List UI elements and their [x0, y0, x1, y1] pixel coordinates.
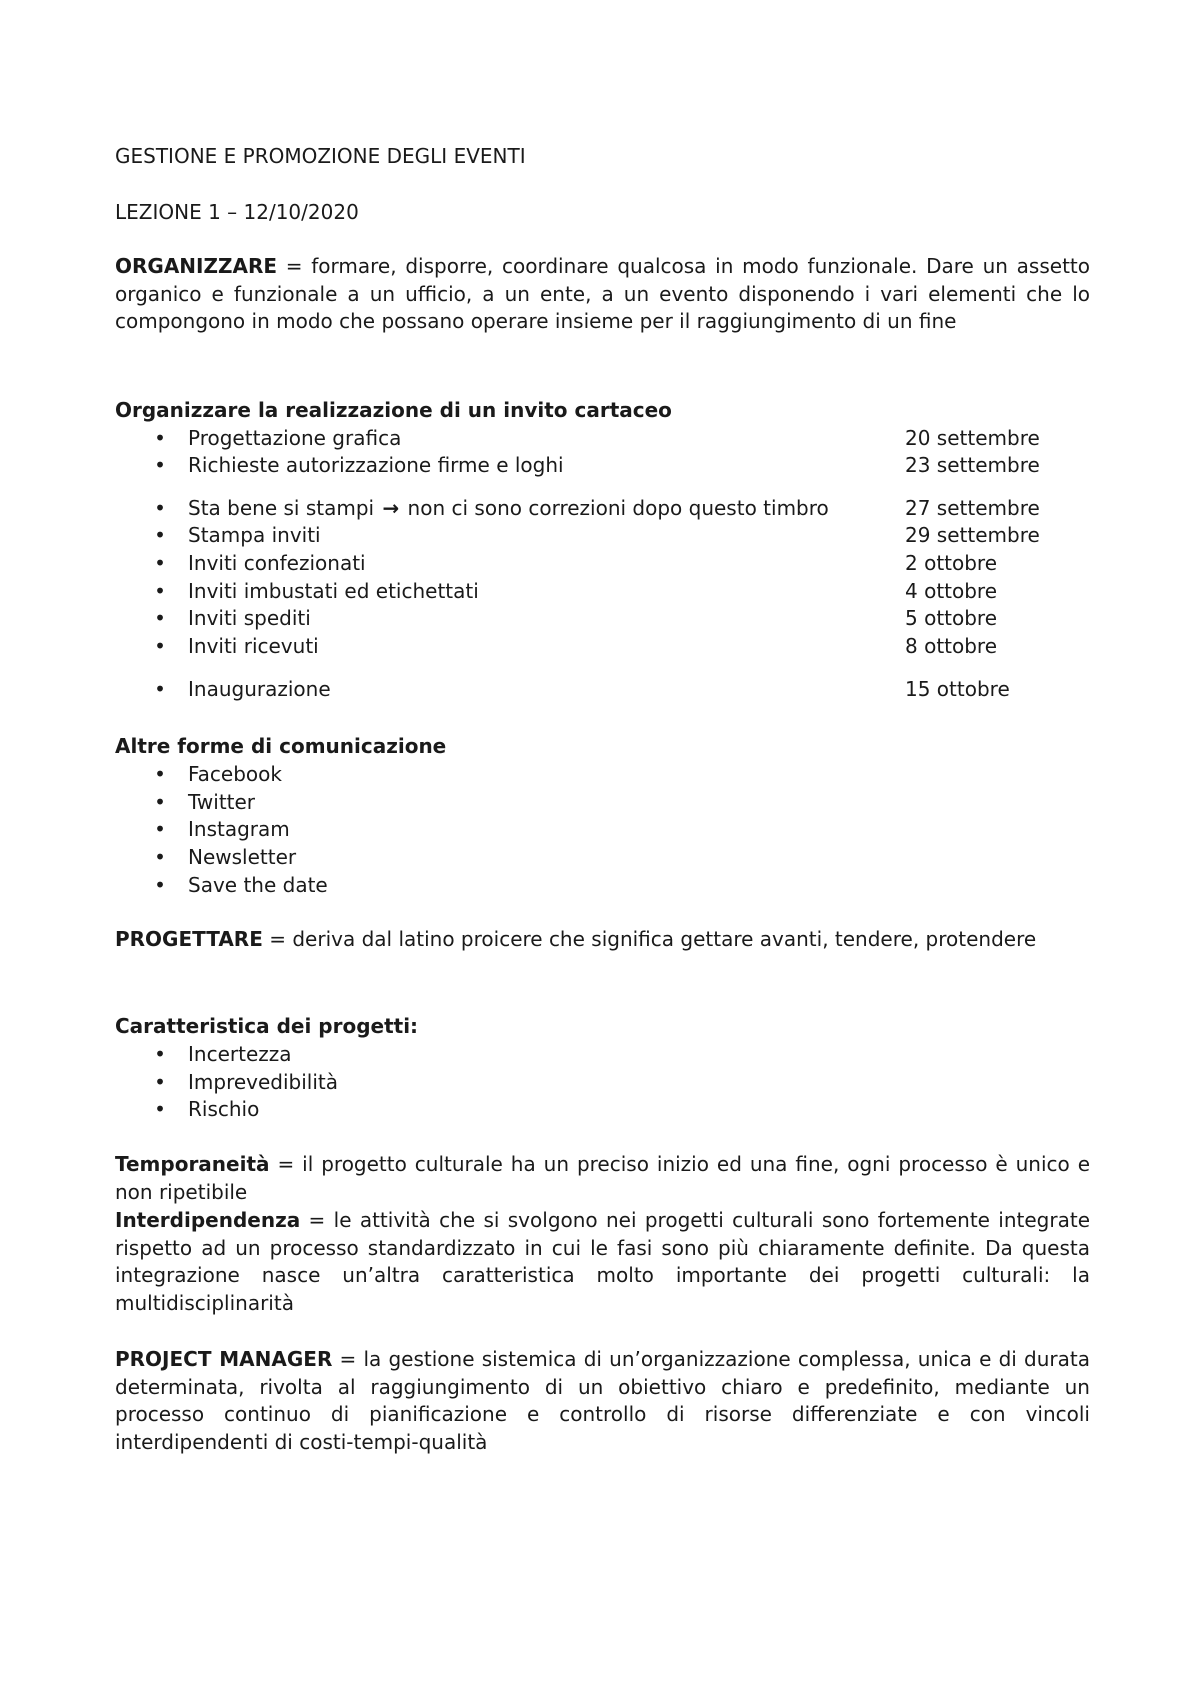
caratteristiche-heading: Caratteristica dei progetti: [115, 1014, 419, 1038]
progettare-definition [115, 926, 1090, 954]
invito-heading: Organizzare la realizzazione di un invito cartaceo [115, 398, 672, 422]
bullet-icon: • [154, 1070, 166, 1094]
list-item-date: 8 ottobre [905, 634, 998, 658]
list-item-text: Instagram [188, 817, 290, 841]
bullet-icon: • [154, 426, 166, 450]
list-item-text-part: non ci sono correzioni dopo questo timbro [401, 496, 829, 520]
bullet-icon: • [154, 677, 166, 701]
list-item-date: 27 settembre [905, 496, 1040, 520]
list-item-date: 4 ottobre [905, 579, 998, 603]
list-item-text: Rischio [188, 1097, 260, 1121]
comunicazione-heading: Altre forme di comunicazione [115, 734, 447, 758]
list-item-text [188, 495, 829, 521]
list-item-text: Inviti ricevuti [188, 634, 319, 658]
lesson-heading: LEZIONE 1 – 12/10/2020 [115, 200, 359, 224]
list-item-text: Save the date [188, 873, 328, 897]
organizzare-text: = formare, disporre, coordinare qualcosa in modo funzionale. Dare un assetto organico e funzionale a un ufficio, a un ente, a un evento disponendo i vari elementi che lo compongono in modo che possano operare insieme per il raggiungimento di un fine [115, 254, 1090, 334]
bullet-icon: • [154, 523, 166, 547]
project-manager-text: = la gestione sistemica di un’organizzazione complessa, unica e di durata determinata, rivolta al raggiungimento di un obiettivo chiaro e predefinito, mediante un processo continuo di pianificazione e controllo di risorse differenziate e con vincoli interdipendenti di costi-tempi-qualità [115, 1347, 1090, 1455]
temporaneita-definition [115, 1151, 1090, 1206]
bullet-icon: • [154, 762, 166, 786]
list-item-text: Facebook [188, 762, 282, 786]
progettare-term: PROGETTARE [115, 927, 263, 951]
list-item-text: Twitter [188, 790, 256, 814]
list-item-date: 2 ottobre [905, 551, 998, 575]
organizzare-term: ORGANIZZARE [115, 254, 278, 278]
bullet-icon: • [154, 453, 166, 477]
list-item-text: Imprevedibilità [188, 1070, 339, 1094]
list-item-text: Newsletter [188, 845, 297, 869]
list-item-text-part: Sta bene si stampi [188, 496, 381, 520]
list-item-text: Inviti spediti [188, 606, 311, 630]
interdipendenza-term: Interdipendenza [115, 1208, 301, 1232]
list-item-text: Progettazione grafica [188, 426, 402, 450]
bullet-icon: • [154, 551, 166, 575]
list-item-text: Inviti imbustati ed etichettati [188, 579, 479, 603]
list-item-text: Richieste autorizzazione firme e loghi [188, 453, 564, 477]
project-manager-term: PROJECT MANAGER [115, 1347, 333, 1371]
bullet-icon: • [154, 606, 166, 630]
list-item-date: 15 ottobre [905, 677, 1010, 701]
arrow-right-icon: → [382, 496, 400, 520]
bullet-icon: • [154, 579, 166, 603]
bullet-icon: • [154, 496, 166, 520]
list-item-date: 5 ottobre [905, 606, 998, 630]
interdipendenza-definition [115, 1207, 1090, 1318]
list-item-text: Stampa inviti [188, 523, 321, 547]
list-item-date: 20 settembre [905, 426, 1040, 450]
bullet-icon: • [154, 790, 166, 814]
bullet-icon: • [154, 1097, 166, 1121]
document-title: GESTIONE E PROMOZIONE DEGLI EVENTI [115, 144, 526, 168]
list-item-date: 23 settembre [905, 453, 1040, 477]
temporaneita-term: Temporaneità [115, 1152, 270, 1176]
progettare-text: = deriva dal latino proicere che significa gettare avanti, tendere, protendere [262, 927, 1037, 951]
list-item-text: Inaugurazione [188, 677, 331, 701]
list-item-text: Inviti confezionati [188, 551, 366, 575]
bullet-icon: • [154, 817, 166, 841]
list-item-date: 29 settembre [905, 523, 1040, 547]
organizzare-definition [115, 253, 1090, 336]
list-item-text: Incertezza [188, 1042, 292, 1066]
project-manager-definition [115, 1346, 1090, 1457]
bullet-icon: • [154, 845, 166, 869]
temporaneita-text: = il progetto culturale ha un preciso inizio ed una fine, ogni processo è unico e non ripetibile [115, 1152, 1090, 1204]
interdipendenza-text: = le attività che si svolgono nei progetti culturali sono fortemente integrate rispetto ad un processo standardizzato in cui le fasi sono più chiaramente definite. Da questa integrazione nasce un’altra caratteristica molto importante dei progetti culturali: la multidisciplinarità [115, 1208, 1090, 1316]
bullet-icon: • [154, 873, 166, 897]
bullet-icon: • [154, 1042, 166, 1066]
bullet-icon: • [154, 634, 166, 658]
